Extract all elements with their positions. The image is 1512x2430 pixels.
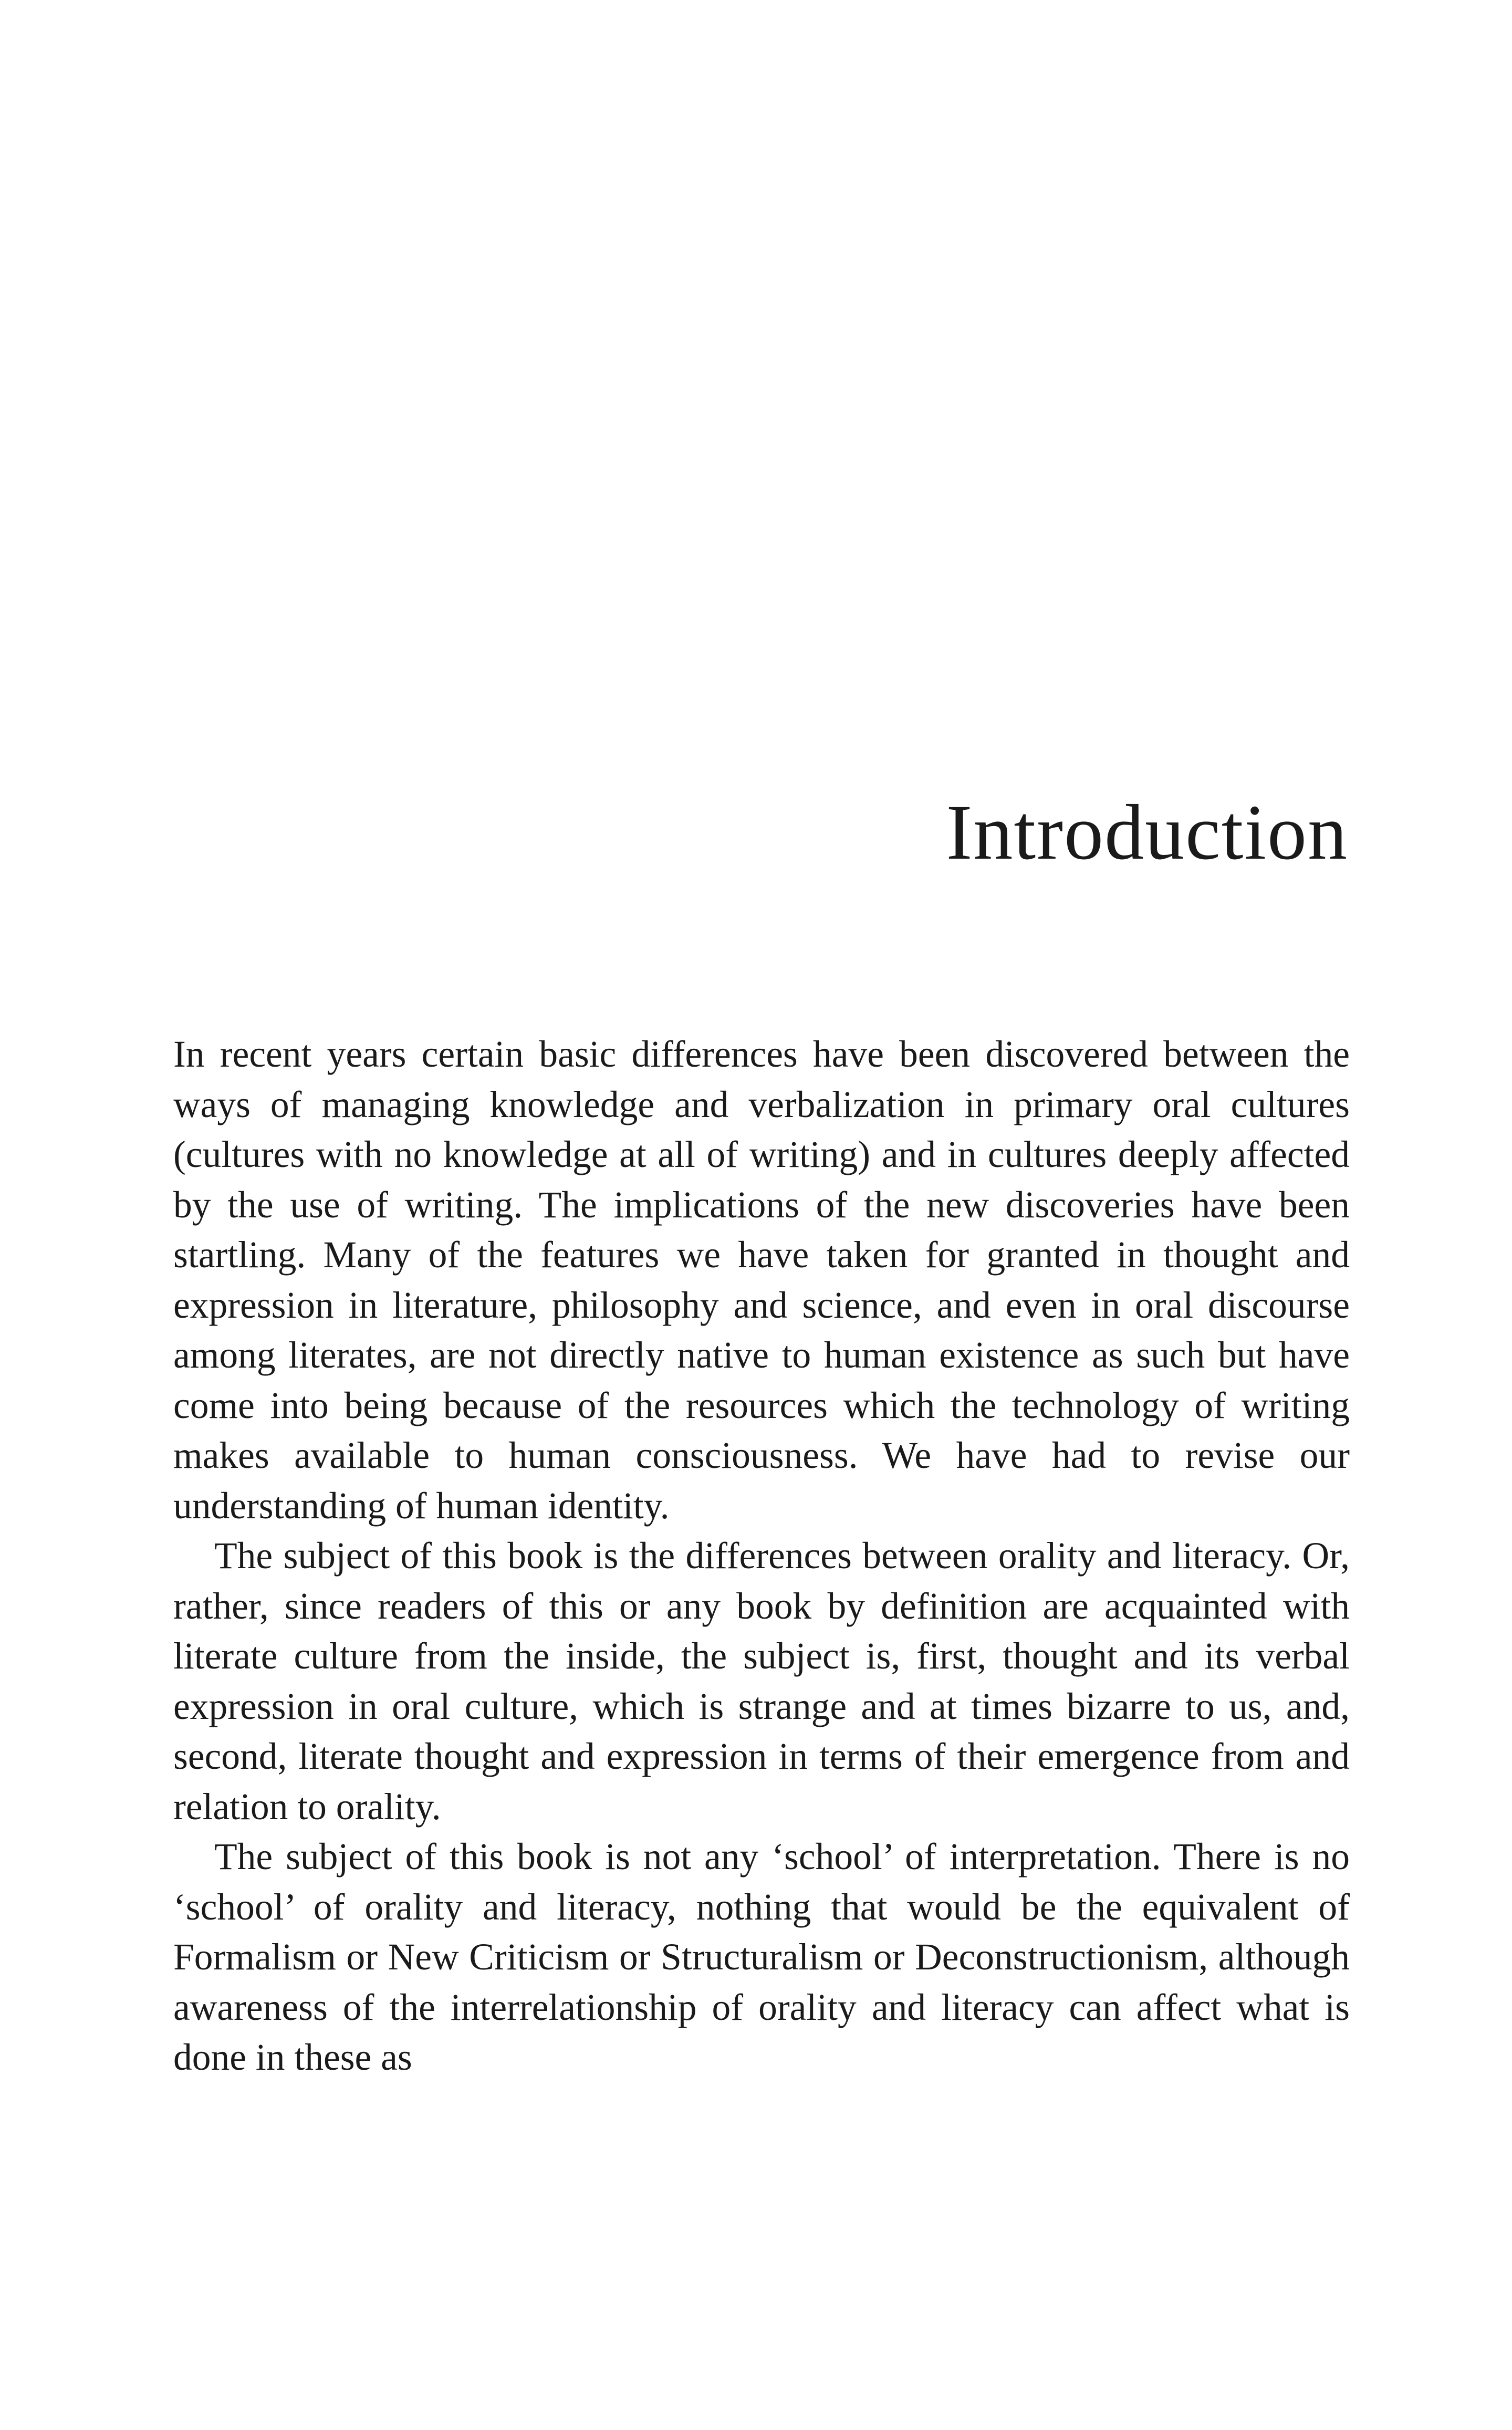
paragraph-2: The subject of this book is the differences between orality and literacy. Or, rather, since readers of this or any book by definition are acquainted with literate culture from the inside, the subject is, first, thought and its verbal expression in oral culture, which is strange and at times bizarre to us, and, second, literate thought and expression in terms of their emergence from and relation to orality. (173, 1535, 1350, 1828)
paragraph-1: In recent years certain basic differences have been discovered between the ways of managing knowledge and verbalization in primary oral cultures (cultures with no knowledge at all of writing) and in cultures deeply affected by the use of writing. The implications of the new discoveries have been startling. Many of the features we have taken for granted in thought and expression in literature, philosophy and science, and even in oral discourse among literates, are not directly native to human existence as such but have come into being because of the resources which the technology of writing makes available to human consciousness. We have had to revise our understanding of human identity. (173, 1034, 1350, 1527)
chapter-title: Introduction (946, 789, 1348, 876)
paragraph-3: The subject of this book is not any ‘school’ of interpretation. There is no ‘school’ of orality and literacy, nothing that would be the equivalent of Formalism or New Criticism or Structuralism or Deconstructionism, although awareness of the interrelationship of orality and literacy can affect what is done in these as (173, 1836, 1350, 2078)
body-text (173, 1029, 1350, 2083)
